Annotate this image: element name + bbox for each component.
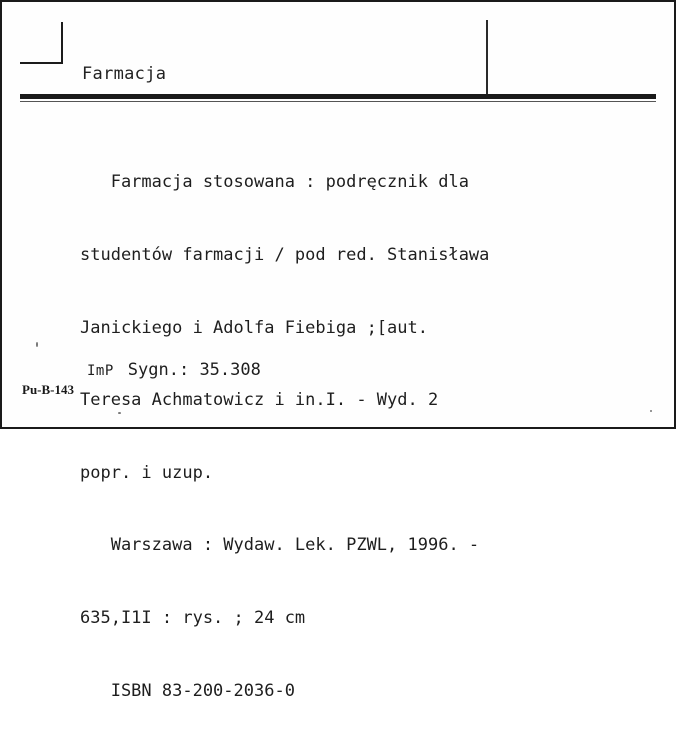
paper-speck — [650, 410, 652, 412]
description-line-isbn: ISBN 83-200-2036-0 — [80, 680, 295, 701]
call-number-row — [87, 360, 261, 380]
description-line-2: studentów farmacji / pod red. Stanisława — [80, 245, 490, 265]
library-code-stamp: Pu-B-143 — [22, 382, 74, 397]
description-line-3: Janickiego i Adolfa Fiebiga ;[aut. — [80, 317, 428, 338]
description-line-title: Farmacja stosowana : podręcznik dla — [80, 172, 469, 193]
description-line-4: Teresa Achmatowicz i in.I. - Wyd. 2 — [80, 390, 439, 411]
imp-label: ImP — [87, 363, 114, 379]
description-line-imprint: Warszawa : Wydaw. Lek. PZWL, 1996. - — [80, 535, 480, 556]
call-number: Sygn.: 35.308 — [127, 360, 261, 380]
heading-rule-thin — [20, 101, 656, 102]
description-line-physical: 635,I1I : rys. ; 24 cm — [80, 607, 306, 628]
header-divider — [486, 20, 488, 96]
paper-speck — [36, 342, 38, 347]
paper-speck — [118, 412, 121, 414]
subject-heading: Farmacja — [82, 64, 167, 84]
bibliographic-description — [80, 122, 640, 751]
corner-mark-horizontal — [20, 62, 63, 64]
corner-mark-vertical — [61, 22, 63, 64]
heading-rule — [20, 94, 656, 99]
description-line-edition: popr. i uzup. — [80, 462, 214, 483]
